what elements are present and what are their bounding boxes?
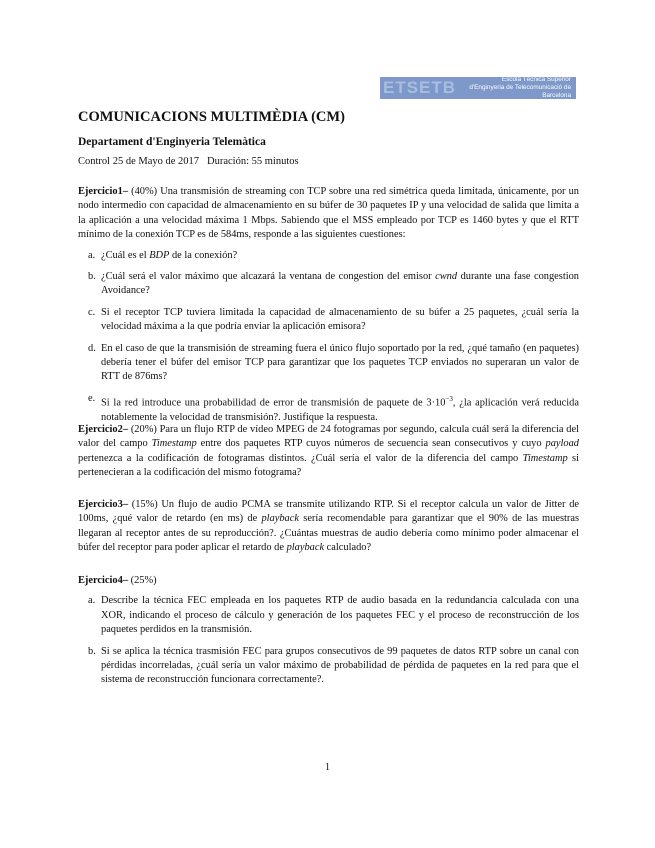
- item-text: durante una fase congestion Avoidance?: [101, 271, 580, 297]
- exercise-1-label: Ejercicio1–: [78, 186, 129, 197]
- exercise-2-statement: [78, 423, 579, 481]
- exercise-1: [78, 185, 579, 432]
- exercise-emphasis: playback: [286, 542, 325, 554]
- item-text: Si se aplica la técnica trasmisión FEC para grupos consecutivos de 99 paquetes de datos RTP sobre un canal con pérdidas incorreladas, ¿cuál sería un valor máximo de probabilidad de pérdida de paquetes en la red para que el sistema de reconstrucción funcionara correctamente?.: [101, 645, 579, 686]
- item-text: de la conexión?: [169, 249, 238, 261]
- item-text: ¿Cuál es el: [101, 249, 150, 261]
- exercise-emphasis: Timestamp: [522, 452, 568, 464]
- list-item: [78, 392, 579, 425]
- exercise-4-statement: [78, 574, 579, 588]
- exercise-2-label: Ejercicio2–: [78, 424, 129, 435]
- exercise-text: si pertenecieran a la codificación del mismo fotograma?: [78, 452, 579, 479]
- exam-date: Control 25 de Mayo de 2017: [78, 156, 200, 167]
- exercise-emphasis: playback: [261, 513, 299, 525]
- exercise-3-weight: (15%): [131, 499, 158, 510]
- item-emphasis: BDP: [149, 249, 170, 261]
- exercise-4-weight: (25%): [130, 575, 157, 586]
- logo-line-2: d'Enginyeria de Telecomunicació de Barcelona: [469, 84, 571, 99]
- item-text: Si el receptor TCP tuviera limitada la capacidad de almacenamiento de su búfer a 25 paquetes, ¿cuál sería la velocidad máxima a la que podría enviar la aplicación emisora?: [101, 306, 579, 333]
- exercise-1-statement: [78, 185, 579, 243]
- exercise-text: pertenezca a la codificación de fotogramas distintos. ¿Cuál sería el valor de la diferencia del campo: [78, 452, 523, 464]
- school-logo: [380, 77, 576, 99]
- exam-info: [78, 155, 578, 168]
- page-title: COMUNICACIONS MULTIMÈDIA (CM): [78, 109, 345, 125]
- list-item: [78, 270, 579, 299]
- item-letter: a.: [88, 595, 96, 607]
- item-letter: b.: [88, 271, 96, 283]
- item-letter: d.: [88, 342, 96, 354]
- exercise-emphasis: Timestamp: [151, 438, 197, 450]
- exam-header: [78, 109, 578, 168]
- logo-text: [456, 76, 571, 100]
- exercise-text: entre dos paquetes RTP cuyos números de secuencia sean consecutivos y cuyo: [196, 438, 546, 450]
- logo-line-1: Escola Tècnica Superior: [501, 76, 571, 83]
- item-text: , ¿la aplicación verá reducida notablemente la velocidad de transmisión?. Justifique la respuesta.: [101, 397, 579, 423]
- list-item: [78, 342, 579, 385]
- exercise-text: Un flujo de audio PCMA se transmite utilizando RTP. Si el receptor calcula un valor de Jitter de 100ms, ¿qué valor de retardo (en ms) de: [78, 499, 580, 525]
- list-item: [78, 306, 579, 335]
- item-letter: c.: [88, 306, 96, 318]
- exercise-text: calculado?: [324, 542, 372, 554]
- item-text: En el caso de que la transmisión de streaming fuera el único flujo soportado por la red, ¿qué tamaño (en paquetes) debería tener el búfer del emisor TCP para garantizar que los paquetes TCP enviados no superaran un valor de RTT de 876ms?: [101, 342, 579, 383]
- item-letter: e.: [88, 392, 96, 404]
- exercise-1-weight: (40%): [131, 186, 158, 197]
- item-emphasis: cwnd: [435, 271, 458, 283]
- exercise-text: sería recomendable para garantizar que el 90% de las muestras llegaran al receptor antes de su reproducción?. ¿Cuántas muestras de audio debería como mínimo poder almacenar el búfer del receptor para poder aplicar el retardo de: [78, 513, 579, 554]
- item-text: Describe la técnica FEC empleada en los paquetes RTP de audio basada en la redundancia calculada con una XOR, indicando el proceso de cálculo y generación de los paquetes FEC y el proceso de reconstrucción de los paquetes perdidos en la transmisión.: [101, 595, 579, 636]
- item-text: Si la red introduce una probabilidad de error de transmisión de paquete de 3·10: [101, 397, 446, 409]
- exercise-1-questions: [78, 249, 579, 426]
- item-text: ¿Cuál será el valor máximo que alcazará la ventana de congestion del emisor: [101, 271, 436, 283]
- exercise-text: Para un flujo RTP de vídeo MPEG de 24 fotogramas por segundo, calcula cuál será la diferencia del valor del campo: [78, 424, 579, 450]
- list-item: [78, 594, 579, 637]
- exercise-emphasis: payload: [545, 438, 579, 450]
- exercise-4-label: Ejercicio4–: [78, 575, 129, 586]
- exercise-1-body: Una transmisión de streaming con TCP sobre una red simétrica queda limitada, únicamente, por un nodo intermedio con capacidad de almacenamiento en su búfer de 30 paquetes IP y una velocidad de salida que limita a la aplicación a una velocidad máxima 1 Mbps. Sabiendo que el MSS empleado por TCP es 1460 bytes y que el RTT mínimo de la conexión TCP es de 584ms, responde a las siguientes cuestiones:: [78, 186, 579, 241]
- exercise-3-statement: [78, 498, 579, 556]
- list-item: [78, 645, 579, 688]
- exercise-3-label: Ejercicio3–: [78, 499, 129, 510]
- item-superscript: −3: [445, 394, 453, 403]
- exercise-3: [78, 498, 579, 556]
- exercise-2-weight: (20%): [130, 424, 157, 435]
- item-letter: b.: [88, 645, 96, 657]
- item-letter: a.: [88, 249, 96, 261]
- exercise-4: [78, 574, 579, 695]
- exam-duration: Duración: 55 minutos: [207, 156, 299, 167]
- page-number: 1: [324, 762, 331, 773]
- exercise-4-questions: [78, 594, 579, 687]
- department: Departament d'Enginyeria Telemàtica: [78, 136, 266, 148]
- exercise-2: [78, 423, 579, 481]
- logo-mark: ETSETB: [383, 78, 457, 97]
- list-item: [78, 249, 579, 263]
